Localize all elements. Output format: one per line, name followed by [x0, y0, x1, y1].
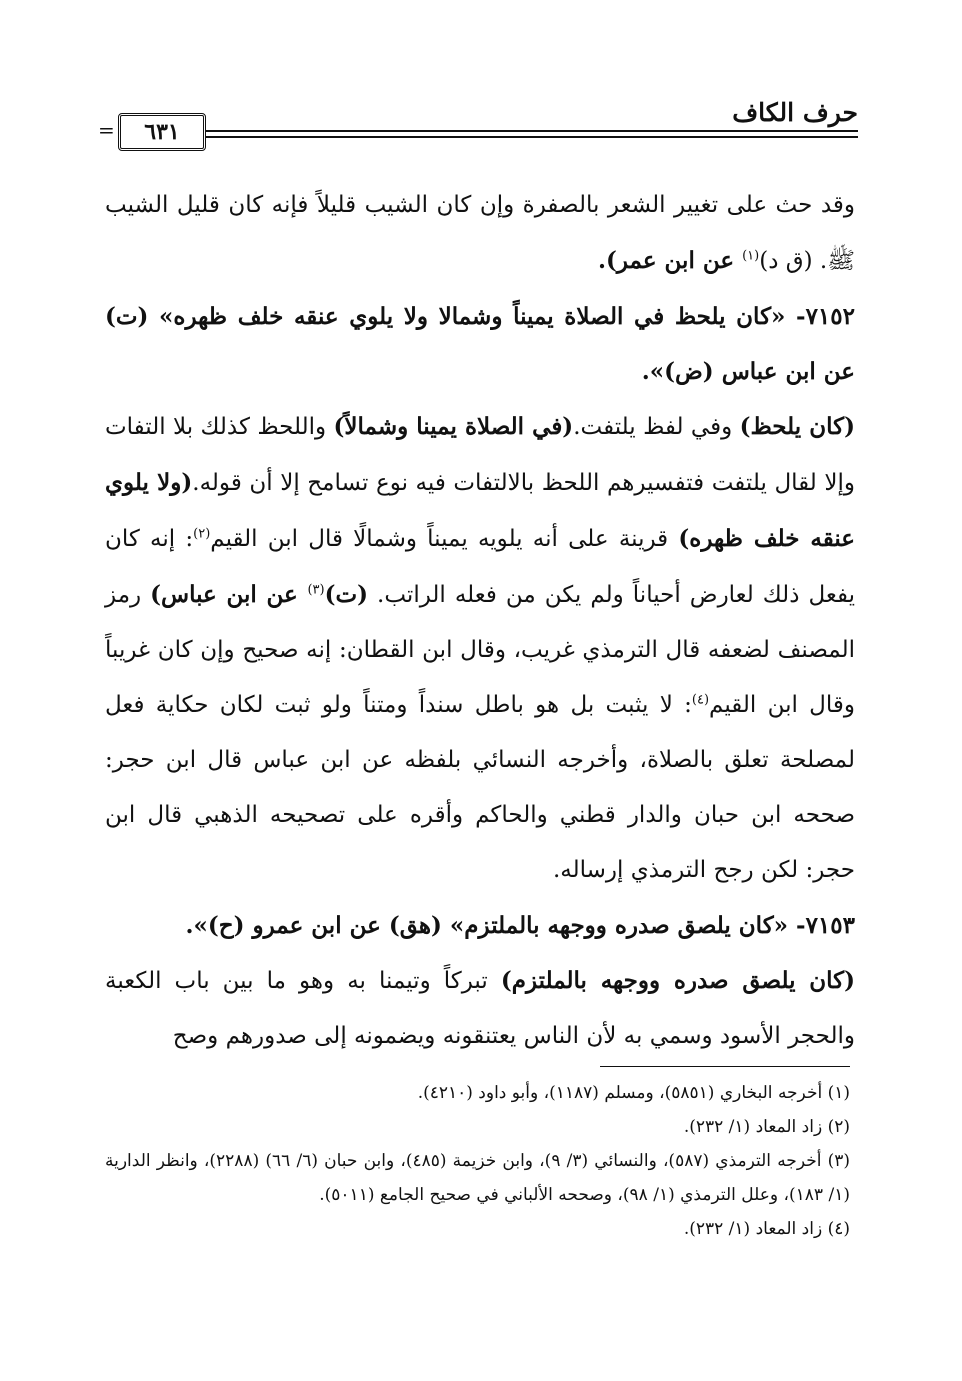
text-segment: : لا يثبت بل هو باطل سنداً ومتناً ولو ثبت لكان حكاية فعل لمصلحة تعلق بالصلاة، وأخرجه النسائي بلفظه عن ابن عباس قال ابن حجر: صححه ابن حبان والدار قطني والحاكم وأقره على تصحيحه الذهبي قال ابن حجر: لكن رجح الترمذي إرساله. [105, 692, 855, 883]
text-segment: (كان يلصق صدره ووجهه بالملتزم) [500, 967, 856, 994]
paragraph [105, 178, 855, 289]
header-rule-line [198, 130, 858, 132]
footnote-separator [600, 1066, 850, 1067]
text-segment: رمز المصنف لضعفه قال الترمذي غريب، وقال ابن القطان: إنه صحيح وإن كان غريباً وقال ابن القيم [105, 582, 855, 718]
text-segment: (كان يلحظ) [739, 413, 855, 440]
footnote-ref: (١) [742, 248, 760, 264]
footnote-ref: (٤) [691, 692, 710, 708]
text-segment: (في الصلاة يمينا وشمالاً) [333, 413, 574, 440]
footnote: (٢) زاد المعاد (١/ ٢٣٢). [683, 1117, 850, 1137]
page-header [98, 98, 858, 158]
text-segment: عن ابن عمر). [597, 247, 743, 274]
footnotes [105, 1076, 850, 1246]
footnote-ref: (٢) [193, 526, 211, 542]
chapter-title: حرف الكاف [732, 98, 858, 127]
header-rule-line [198, 136, 858, 138]
text-segment: (ت) [324, 581, 369, 608]
paragraph [105, 953, 855, 1064]
text-segment: : إنه كان يفعل ذلك لعارض أحياناً ولم يكن من فعله الراتب. [105, 526, 856, 608]
page-number-ornament: = [98, 118, 115, 142]
header-rule [138, 128, 858, 142]
footnote: (٤) زاد المعاد (١/ ٢٣٢). [683, 1219, 850, 1239]
page-number: ٦٣١ [118, 113, 206, 151]
footnote-ref: (٣) [307, 582, 325, 598]
text-segment: وفي لفظ يلتفت. [573, 414, 740, 440]
paragraph [105, 399, 855, 898]
footnote: (٣) أخرجه الترمذي (٥٨٧)، والنسائي (٣/ ٩)، وابن خزيمة (٤٨٥)، وابن حبان (٦/ ٦٦) (٢٢٨٨)، وانظر الدارية (١/ ١٨٣)، وعلل الترمذي (١/ ٩٨)، وصححه الألباني في صحيح الجامع (٥٠١١). [105, 1151, 851, 1205]
text-segment: قرينة على أنه يلويه يميناً وشمالًا قال ابن القيم [210, 526, 679, 552]
text-segment: عن ابن عباس) [150, 581, 308, 608]
hadith-heading: ٧١٥٢- «كان يلحظ في الصلاة يميناً وشمالا ولا يلوي عنقه خلف ظهره» (ت) عن ابن عباس (ض)». [105, 303, 855, 385]
hadith-heading: ٧١٥٣- «كان يلصق صدره ووجهه بالملتزم» (هق) عن ابن عمرو (ح)». [185, 912, 855, 939]
text-segment: (ولا يلوي عنقه خلف ظهره) [105, 469, 855, 552]
main-text [105, 178, 855, 1064]
footnote: (١) أخرجه البخاري (٥٨٥١)، ومسلم (١١٨٧)، وأبو داود (٤٢١٠). [417, 1083, 850, 1103]
text-segment: تبركاً وتيمنا به وهو ما بين باب الكعبة والحجر الأسود وسمي به لأن الناس يعتنقونه ويضمونه إلى صدورهم وصح [105, 968, 855, 1049]
text-segment: واللحظ كذلك بلا التفات وإلا لقال يلتفت فتفسيرهم اللحظ بالالتفات فيه نوع تسامح إلا أن قوله. [105, 414, 856, 496]
text-segment: وقد حث على تغيير الشعر بالصفرة وإن كان الشيب قليلاً فإنه كان قليل الشيب ﷺ. (ق د) [105, 192, 855, 274]
